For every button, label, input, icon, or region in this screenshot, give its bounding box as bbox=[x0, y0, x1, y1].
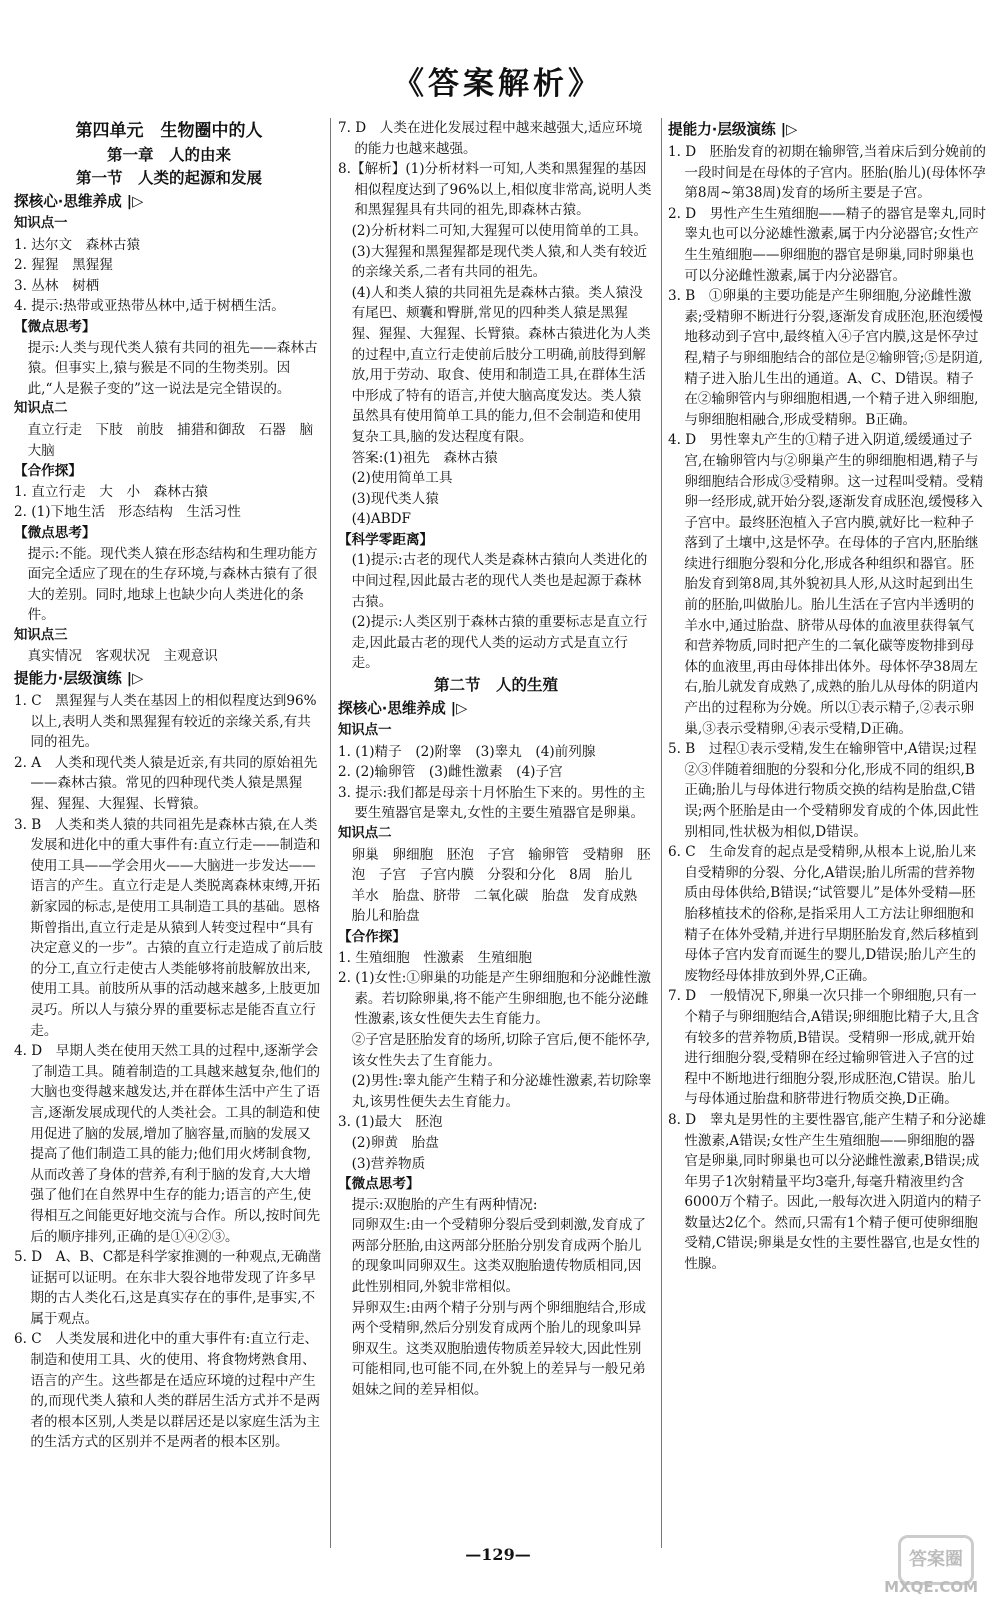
page-number: —129— bbox=[465, 1545, 531, 1564]
answer-text: (3)大猩猩和黑猩猩都是现代类人猿,和人类有较近的亲缘关系,二者有共同的祖先。 bbox=[351, 243, 648, 281]
answer-item: 2. 猩猩 黑猩猩 bbox=[14, 257, 113, 274]
answer-text: 答案:(1)祖先 森林古猿 bbox=[351, 449, 498, 466]
section-tag: 【微点思考】 bbox=[14, 318, 96, 335]
answer-item: 1. 生殖细胞 性激素 生殖细胞 bbox=[338, 949, 533, 966]
answer-text: (4)人和类人猿的共同祖先是森林古猿。类人猿没有尾巴、颊囊和臀胼,常见的四种类人猿是黑猩猩、猩猩、大猩猩、长臂猿。森林古猿进化为人类的过程中,直立行走使前后肢分工明确,前肢得到解放,用于劳动、取食、使用和制造工具,在群体生活中形成了特有的语言,并使大脑高度发达。类人猿虽然具有使用简单工具的能力,但不会制造和使用复杂工具,脑的发达程度有限。 bbox=[351, 284, 651, 445]
knowledge-point-heading: 知识点二 bbox=[338, 826, 392, 841]
answer-column-3 bbox=[668, 118, 986, 1558]
answer-item: 2. (2)输卵管 (3)雌性激素 (4)子宫 bbox=[338, 764, 563, 781]
answer-column-2 bbox=[338, 118, 654, 1558]
page-title: 《答案解析》 bbox=[393, 66, 603, 102]
answer-item: 4. D 男性睾丸产生的①精子进入阴道,缓缓通过子宫,在输卵管内与②卵巢产生的卵细胞相遇,精子与卵细胞结合形成③受精卵。这一过程叫受精。受精卵一经形成,就开始分裂,逐渐发育成胚泡,缓慢移入子宫中。最终胚泡植入子宫内膜,就好比一粒种子落到了土壤中,这是怀孕。在母体的子宫内,胚胎继续进行细胞分裂和分化,形成各种组织和器官。胚胎发育到第8周,其外貌初具人形,从这时起到出生前的胚胎,叫做胎儿。胎儿生活在子宫内半透明的羊水中,通过胎盘、脐带从母体的血液里获得氧气和营养物质,同时把产生的二氧化碳等废物排到母体的血液里,再由母体排出体外。母体怀孕38周左右,胎儿就发育成熟了,成熟的胎儿从母体的阴道内产出的过程称为分娩。所以①表示精子,②表示卵巢,③表示受精卵,④表示受精,D正确。 bbox=[668, 432, 984, 737]
answer-item: 3. B 人类和类人猿的共同祖先是森林古猿,在人类发展和进化中的重大事件有:直立行走——制造和使用工具——学会用火——大脑进一步发达——语言的产生。直立行走是人类脱离森林束缚,开拓新家园的标志,是使用工具制造工具的基础。恩格斯曾指出,直立行走是从猿到人转变过程中“具有决定意义的一步”。古猿的直立行走造成了前后肢的分工,直立行走使古人类能够将前肢解放出来,使用工具。前肢所从事的活动越来越多,上肢更加灵巧。所以人与猿分界的重要标志是能否直立行走。 bbox=[14, 816, 323, 1039]
answer-item: 7. D 人类在进化发展过程中越来越强大,适应环境的能力也越来越强。 bbox=[338, 120, 643, 157]
answer-text: ②子宫是胚胎发育的场所,切除子宫后,便不能怀孕,该女性失去了生育能力。 bbox=[351, 1031, 651, 1069]
knowledge-point-heading: 知识点一 bbox=[14, 216, 68, 231]
answer-item: 3. 丛林 树栖 bbox=[14, 277, 100, 294]
answer-item: 1. 达尔文 森林古猿 bbox=[14, 236, 141, 253]
chapter-heading: 第一节 人类的起源和发展 bbox=[75, 169, 262, 187]
answer-item: 4. D 早期人类在使用天然工具的过程中,逐渐学会了制造工具。随着制造的工具越来越复杂,他们的大脑也变得越来越发达,并在群体生活中产生了语言,逐渐发展成现代的人类社会。工具的制造和使用促进了脑的发展,增加了脑容量,而脑的发展又提高了他们制造工具的能力;他们用火烤制食物,从而改善了身体的营养,有利于脑的发育,大大增强了他们在自然界中生存的能力;语言的产生,使得相互之间能更好地交流与合作。所以,按时间先后的顺序排列,正确的是①④②③。 bbox=[14, 1043, 321, 1245]
watermark-site: MXQE.COM bbox=[884, 1578, 978, 1596]
section-tag: 【合作探】 bbox=[14, 463, 82, 480]
watermark-logo: 答案圈 bbox=[898, 1535, 974, 1585]
answer-text: (3)现代类人猿 bbox=[351, 490, 439, 507]
chapter-heading: 第一章 人的由来 bbox=[106, 146, 231, 164]
answer-item: 1. (1)精子 (2)附睾 (3)睾丸 (4)前列腺 bbox=[338, 743, 596, 760]
answer-item: 7. D 一般情况下,卵巢一次只排一个卵细胞,只有一个精子与卵细胞结合,A错误;卵细胞比精子大,且含有较多的营养物质,B错误。受精卵一形成,就开始进行细胞分裂,受精卵在经过输卵管进入子宫的过程中不断地进行细胞分裂,形成胚泡,C错误。胎儿与母体通过胎盘和脐带进行物质交换,D正确。 bbox=[668, 988, 980, 1108]
answer-item: 5. B 过程①表示受精,发生在输卵管中,A错误;过程②③伴随着细胞的分裂和分化,形成不同的组织,B正确;胎儿与母体进行物质交换的结构是胎盘,C错误;两个胚胎是由一个受精卵发育成的个体,因此性别相同,性状极为相似,D错误。 bbox=[668, 741, 979, 840]
section-tag: 【微点思考】 bbox=[338, 1176, 420, 1193]
answer-text: (3)营养物质 bbox=[351, 1155, 426, 1172]
section-tag: 【微点思考】 bbox=[14, 524, 96, 541]
answer-item: 2. (1)女性:①卵巢的功能是产生卵细胞和分泌雌性激素。若切除卵巢,将不能产生卵细胞,也不能分泌雌性激素,该女性便失去生育能力。 bbox=[338, 970, 651, 1028]
answer-text: (2)分析材料二可知,大猩猩可以使用简单的工具。 bbox=[351, 222, 648, 239]
answer-text: (2)男性:睾丸能产生精子和分泌雄性激素,若切除睾丸,该男性便失去生育能力。 bbox=[351, 1073, 652, 1110]
section-tag: 【科学零距离】 bbox=[338, 531, 434, 548]
column-divider bbox=[330, 118, 331, 1548]
section-heading: 提能力·层级演练 |▷ bbox=[14, 670, 144, 688]
answer-item: 6. C 人类发展和进化中的重大事件有:直立行走、制造和使用工具、火的使用、将食物烤熟食用、语言的产生。这些都是在适应环境的过程中产生的,而现代类人猿和人类的群居生活方式并不是两者的根本区别,人类是以群居还是以家庭生活为主的生活方式的区别并不是两者的根本区别。 bbox=[14, 1331, 321, 1451]
answer-text: 直立行走 下肢 前肢 捕猎和御敌 石器 脑 大脑 bbox=[27, 421, 327, 459]
chapter-heading: 第四单元 生物圈中的人 bbox=[75, 121, 263, 141]
answer-item: 8.【解析】(1)分析材料一可知,人类和黑猩猩的基因相似程度达到了96%以上,相似度非常高,说明人类和黑猩猩具有共同的祖先,即森林古猿。 bbox=[338, 161, 652, 219]
column-divider bbox=[661, 118, 662, 1548]
answer-item: 3. B ①卵巢的主要功能是产生卵细胞,分泌雌性激素;受精卵不断进行分裂,逐渐发育成胚泡,胚泡缓慢地移动到子宫中,最终植入④子宫内膜,这是怀孕过程,精子与卵细胞结合的部位是②输卵管;⑤是阴道,精子进入胎儿生出的通道。A、C、D错误。精子在②输卵管内与卵细胞相遇,一个精子进入卵细胞,与卵细胞相融合,形成受精卵。B正确。 bbox=[668, 288, 984, 428]
answer-item: 5. D A、B、C都是科学家推测的一种观点,无确凿证据可以证明。在东非大裂谷地带发现了许多早期的古人类化石,这是真实存在的事件,是事实,不属于观点。 bbox=[14, 1249, 322, 1327]
section-tag: 【合作探】 bbox=[338, 928, 406, 945]
chapter-heading: 第二节 人的生殖 bbox=[433, 676, 558, 695]
answer-text: (1)提示:古老的现代人类是森林古猿向人类进化的中间过程,因此最古老的现代人类也是起源于森林古猿。 bbox=[351, 552, 648, 610]
answer-text: 真实情况 客观状况 主观意识 bbox=[27, 648, 218, 665]
knowledge-point-heading: 知识点二 bbox=[14, 401, 68, 417]
answer-item: 1. 直立行走 大 小 森林古猿 bbox=[14, 483, 209, 500]
answer-text: (2)提示:人类区别于森林古猿的重要标志是直立行走,因此最古老的现代人类的运动方式是直立行走。 bbox=[351, 614, 648, 672]
answer-item: 2. D 男性产生生殖细胞——精子的器官是睾丸,同时睾丸也可以分泌雄性激素,属于内分泌器官;女性产生生殖细胞——卵细胞的器官是卵巢,同时卵巢也可以分泌雌性激素,属于内分泌器官。 bbox=[668, 205, 986, 284]
section-heading: 探核心·思维养成 |▷ bbox=[14, 193, 144, 210]
answer-item: 3. (1)最大 胚泡 bbox=[338, 1114, 443, 1131]
answer-text: 提示:不能。现代类人猿在形态结构和生理功能方面完全适应了现在的生存环境,与森林古猿有了很大的差别。同时,地球上也缺少向人类进化的条件。 bbox=[27, 545, 318, 624]
answer-text: (4)ABDF bbox=[351, 511, 411, 528]
knowledge-point-heading: 知识点三 bbox=[14, 627, 68, 643]
answer-item: 2. A 人类和现代类人猿是近亲,有共同的原始祖先——森林古猿。常见的四种现代类人猿是黑猩猩、猩猩、大猩猩、长臂猿。 bbox=[14, 754, 318, 813]
answer-text: (2)使用简单工具 bbox=[351, 470, 453, 487]
answer-text: 提示:双胞胎的产生有两种情况: bbox=[351, 1196, 538, 1213]
knowledge-point-heading: 知识点一 bbox=[338, 723, 392, 739]
section-heading: 探核心·思维养成 |▷ bbox=[338, 700, 468, 718]
answer-item: 8. D 睾丸是男性的主要性器官,能产生精子和分泌雄性激素,A错误;女性产生生殖细胞——卵细胞的器官是卵巢,同时卵巢也可以分泌雌性激素,B错误;成年男子1次射精量平均3毫升,每毫升精液里约含6000万个精子。因此,一般每次进入阴道内的精子数量达2亿个。然而,只需有1个精子便可使卵细胞受精,C错误;卵巢是女性的主要性器官,也是女性的性腺。 bbox=[668, 1111, 986, 1273]
answer-item: 1. D 胚胎发育的初期在输卵管,当着床后到分娩前的一段时间是在母体的子宫内。胚胎(胎儿)(母体怀孕第8周~第38周)发育的场所主要是子宫。 bbox=[668, 144, 986, 202]
answer-column-1 bbox=[14, 118, 327, 1558]
answer-item: 6. C 生命发育的起点是受精卵,从根本上说,胎儿来自受精卵的分裂、分化,A错误;胎儿所需的营养物质由母体供给,B错误;“试管婴儿”是体外受精—胚胎移植技术的俗称,是指采用人工方法让卵细胞和精子在体外受精,并进行早期胚胎发育,然后移植到母体子宫内发育而诞生的婴儿,D错误;胎儿产生的废物经母体排放到外界,C正确。 bbox=[668, 844, 979, 984]
answer-item: 1. C 黑猩猩与人类在基因上的相似程度达到96%以上,表明人类和黑猩猩有较近的亲缘关系,有共同的祖先。 bbox=[14, 693, 317, 751]
answer-text: 提示:人类与现代类人猿有共同的祖先——森林古猿。但事实上,猿与猴是不同的生物类别。因此,“人是猴子变的”这一说法是完全错误的。 bbox=[27, 339, 318, 397]
answer-text: 同卵双生:由一个受精卵分裂后受到刺激,发育成了两部分胚胎,由这两部分胚胎分别发育成两个胎儿的现象叫同卵双生。这类双胞胎遗传物质相同,因此性别相同,外貌非常相似。 bbox=[351, 1217, 646, 1296]
answer-text: 卵巢 卵细胞 胚泡 子宫 输卵管 受精卵 胚泡 子宫 子宫内膜 分裂和分化 8周 胎儿 羊水 胎盘、脐带 二氧化碳 胎盘 发育成熟 胎儿和胎盘 bbox=[351, 846, 651, 925]
section-heading: 提能力·层级演练 |▷ bbox=[668, 121, 798, 138]
answer-item: 3. 提示:我们都是母亲十月怀胎生下来的。男性的主要生殖器官是睾丸,女性的主要生殖器官是卵巢。 bbox=[338, 784, 646, 822]
answer-text: (2)卵黄 胎盘 bbox=[351, 1134, 439, 1151]
answer-item: 4. 提示:热带或亚热带丛林中,适于树栖生活。 bbox=[14, 298, 285, 315]
answer-text: 异卵双生:由两个精子分别与两个卵细胞结合,形成两个受精卵,然后分别发育成两个胎儿的现象叫异卵双生。这类双胞胎遗传物质差异较大,因此性别可能相同,也可能不同,在外貌上的差异与一般兄弟姐妹之间的差异相似。 bbox=[351, 1299, 646, 1399]
answer-item: 2. (1)下地生活 形态结构 生活习性 bbox=[14, 504, 241, 521]
